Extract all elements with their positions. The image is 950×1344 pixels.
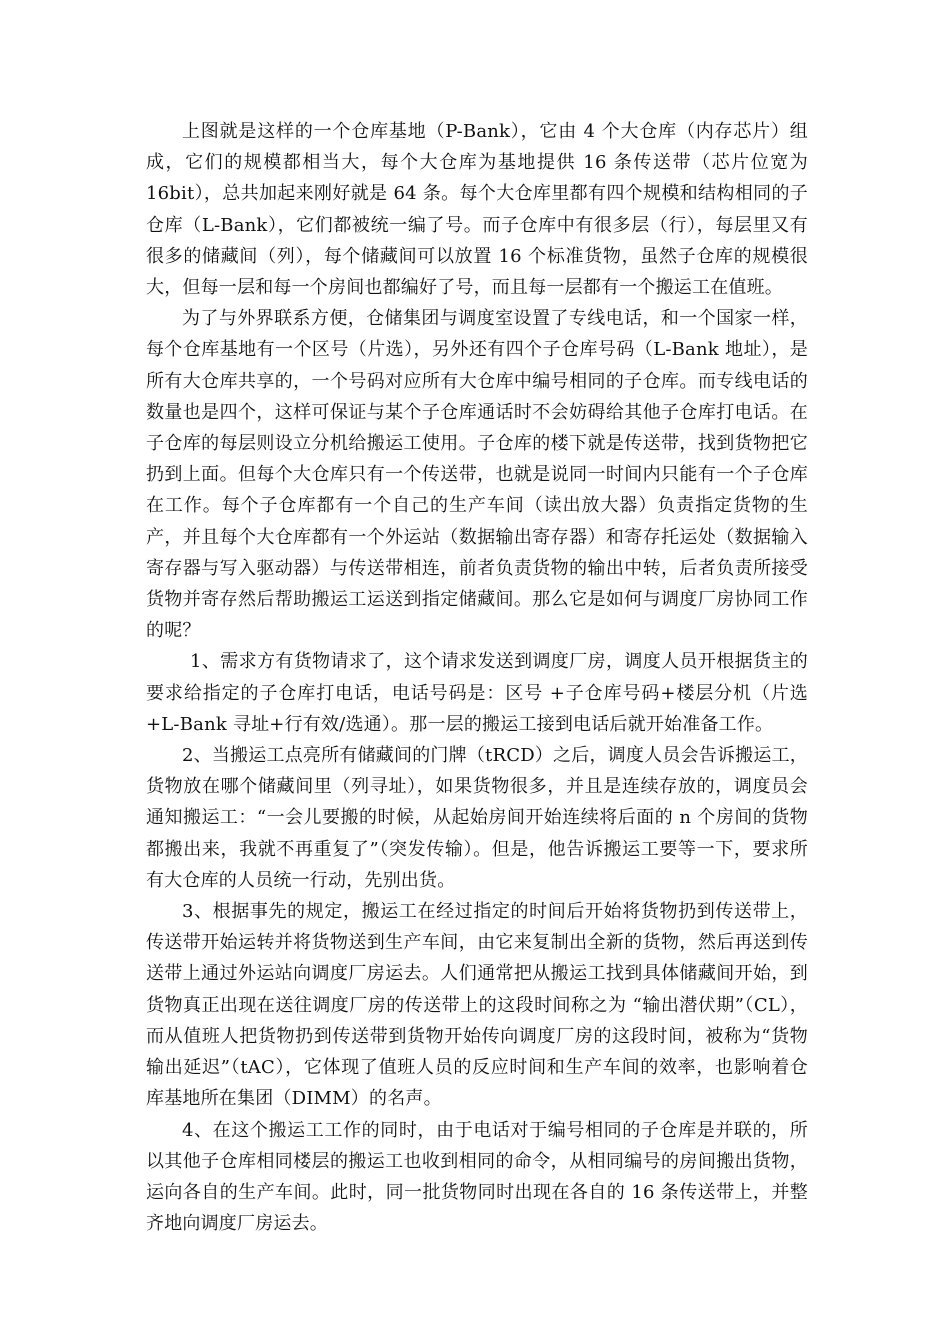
paragraph-step-4: 4、在这个搬运工工作的同时，由于电话对于编号相同的子仓库是并联的，所以其他子仓库相同楼层的搬运工也收到相同的命令，从相同编号的房间搬出货物，运向各自的生产车间。此时，同一批货物同时出现在各自的 16 条传送带上，并整齐地向调度厂房运去。 <box>146 1119 808 1235</box>
paragraph-warehouse-base: 上图就是这样的一个仓库基地（P-Bank），它由 4 个大仓库（内存芯片）组成，它们的规模都相当大，每个大仓库为基地提供 16 条传送带（芯片位宽为 16bit），总共加起来刚好就是 64 条。每个大仓库里都有四个规模和结构相同的子仓库（L-Bank），它们都被统一编了号。而子仓库中有很多层（行），每层里又有很多的储藏间（列），每个储藏间可以放置 16 个标准货物，虽然子仓库的规模很大，但每一层和每一个房间也都编好了号，而且每一层都有一个搬运工在值班。 <box>146 121 808 299</box>
paragraph-step-1: 1、需求方有货物请求了，这个请求发送到调度厂房，调度人员开根据货主的要求给指定的子仓库打电话，电话号码是：区号 +子仓库号码+楼层分机（片选+L-Bank 寻址+行有效/选通）。那一层的搬运工接到电话后就开始准备工作。 <box>146 651 808 735</box>
paragraph-step-2: 2、当搬运工点亮所有储藏间的门牌（tRCD）之后，调度人员会告诉搬运工，货物放在哪个储藏间里（列寻址），如果货物很多，并且是连续存放的，调度员会通知搬运工：“一会儿要搬的时候，从起始房间开始连续将后面的 n 个房间的货物都搬出来，我就不再重复了”（突发传输）。但是，他告诉搬运工要等一下，要求所有大仓库的人员统一行动，先别出货。 <box>146 745 808 891</box>
document-body <box>146 116 808 1239</box>
paragraph-phone-system: 为了与外界联系方便，仓储集团与调度室设置了专线电话，和一个国家一样，每个仓库基地有一个区号（片选），另外还有四个子仓库号码（L-Bank 地址），是所有大仓库共享的，一个号码对应所有大仓库中编号相同的子仓库。而专线电话的数量也是四个，这样可保证与某个子仓库通话时不会妨碍给其他子仓库打电话。在子仓库的每层则设立分机给搬运工使用。子仓库的楼下就是传送带，找到货物把它扔到上面。但每个大仓库只有一个传送带，也就是说同一时间内只能有一个子仓库在工作。每个子仓库都有一个自己的生产车间（读出放大器）负责指定货物的生产，并且每个大仓库都有一个外运站（数据输出寄存器）和寄存托运处（数据输入寄存器与写入驱动器）与传送带相连，前者负责货物的输出中转，后者负责所接受货物并寄存然后帮助搬运工运送到指定储藏间。那么它是如何与调度厂房协同工作的呢？ <box>146 308 808 642</box>
paragraph-step-3: 3、根据事先的规定，搬运工在经过指定的时间后开始将货物扔到传送带上，传送带开始运转并将货物送到生产车间，由它来复制出全新的货物，然后再送到传送带上通过外运站向调度厂房运去。人们通常把从搬运工找到具体储藏间开始，到货物真正出现在送往调度厂房的传送带上的这段时间称之为 “输出潜伏期”（CL），而从值班人把货物扔到传送带到货物开始传向调度厂房的这段时间，被称为“货物输出延迟”（tAC），它体现了值班人员的反应时间和生产车间的效率，也影响着仓库基地所在集团（DIMM）的名声。 <box>146 901 808 1110</box>
